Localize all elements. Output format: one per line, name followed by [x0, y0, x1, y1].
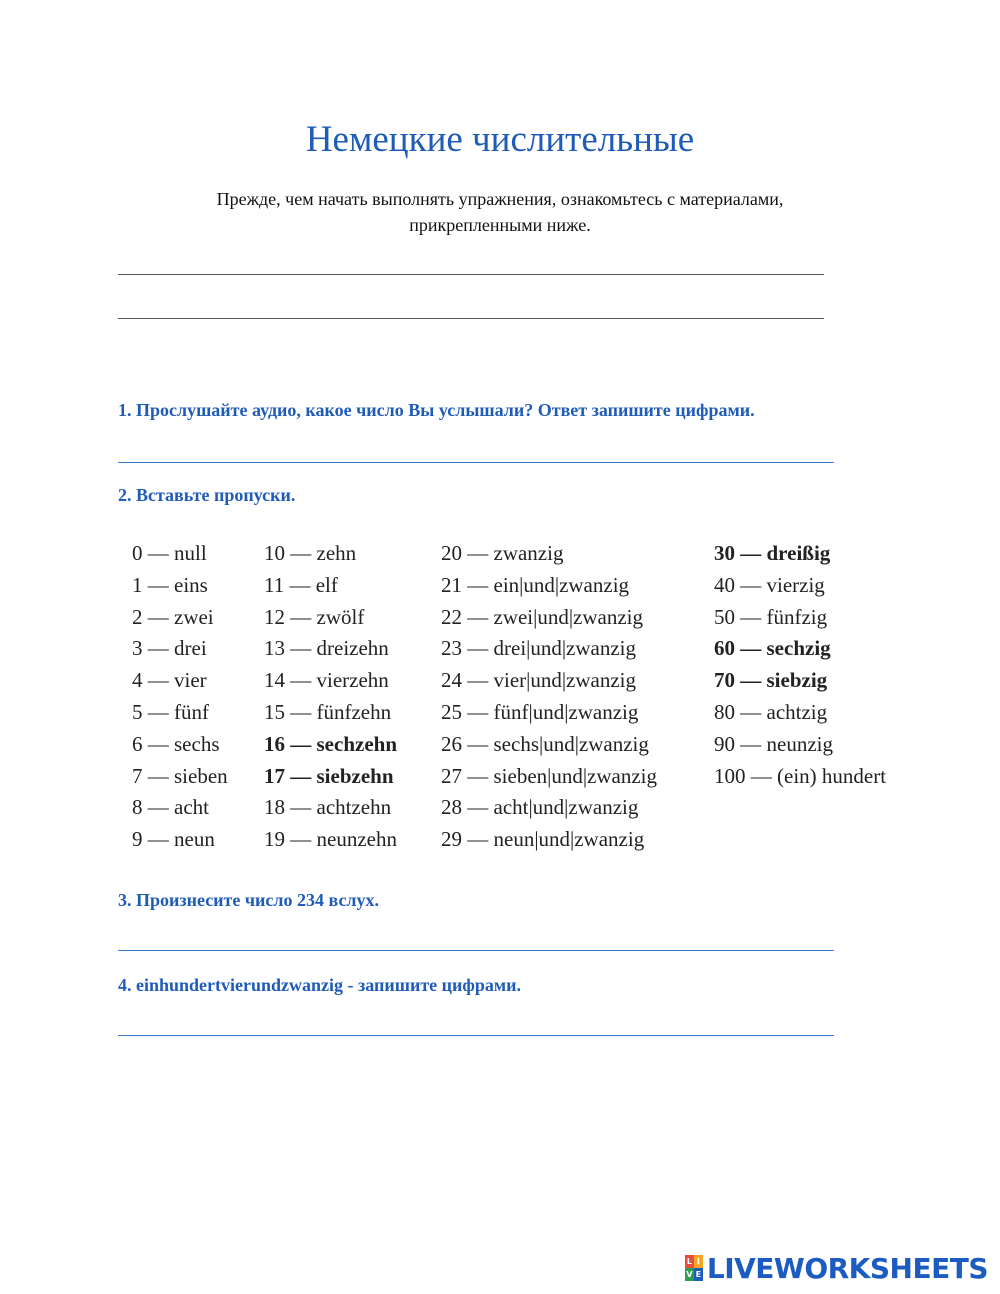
number-word-row: 28 — acht|und|zwanzig [441, 795, 639, 820]
number-word-row: 0 — null [132, 541, 207, 565]
brand-name: LIVEWORKSHEETS [706, 1251, 988, 1285]
number-word-row: 7 — sieben [132, 763, 228, 788]
numbers-column-tens [714, 538, 886, 792]
number-word-row: 13 — dreizehn [264, 636, 389, 661]
numbers-column-0-9 [132, 538, 228, 856]
number-word-row: 26 — sechs|und|zwanzig [441, 731, 649, 756]
liveworksheets-badge-icon [685, 1255, 703, 1281]
number-word-row: 50 — fünfzig [714, 604, 828, 629]
number-word-row: 17 — siebzehn [264, 763, 394, 788]
number-word-row: 2 — zwei [132, 604, 214, 629]
task-3-heading: 3. Произнесите число 234 вслух. [118, 890, 380, 910]
number-word-row: 8 — acht [132, 795, 209, 820]
liveworksheets-logo [685, 1252, 988, 1284]
number-word-row: 5 — fünf [132, 699, 209, 724]
number-word-row: 60 — sechzig [714, 636, 831, 661]
number-word-row: 6 — sechs [132, 731, 220, 756]
task-1-answer-line[interactable] [118, 462, 834, 463]
number-word-row: 30 — dreißig [714, 541, 831, 565]
task-2-heading: 2. Вставьте пропуски. [118, 485, 296, 505]
task-4-heading: 4. einhundertvierundzwanzig - запишите цифрами. [118, 975, 521, 995]
number-word-row: 15 — fünfzehn [264, 699, 392, 724]
badge-letter: V [686, 1270, 693, 1279]
number-word-row: 19 — neunzehn [264, 827, 397, 852]
number-word-row: 100 — (ein) hundert [714, 763, 887, 788]
page-title: Немецкие числительные [305, 119, 695, 160]
badge-letter: E [695, 1270, 702, 1279]
number-word-row: 40 — vierzig [714, 572, 825, 597]
badge-letter: I [694, 1255, 703, 1268]
number-word-row: 21 — ein|und|zwanzig [441, 572, 630, 597]
numbers-column-20-29 [441, 538, 657, 856]
intro-text: Прежде, чем начать выполнять упражнения, ознакомьтесь с материалами, прикрепленными ниже. [216, 189, 784, 235]
numbers-column-10-19 [264, 538, 397, 856]
number-word-row: 22 — zwei|und|zwanzig [441, 604, 644, 629]
number-word-row: 16 — sechzehn [264, 731, 397, 756]
number-word-row: 20 — zwanzig [441, 541, 564, 565]
task-4-answer-line[interactable] [118, 1035, 834, 1036]
number-word-row: 11 — elf [264, 572, 338, 597]
number-word-row: 3 — drei [132, 636, 207, 661]
number-word-row: 24 — vier|und|zwanzig [441, 668, 637, 693]
class-line [118, 318, 824, 319]
number-word-row: 4 — vier [132, 668, 207, 693]
name-line [118, 274, 824, 275]
number-word-row: 80 — achtzig [714, 699, 828, 724]
number-word-row: 10 — zehn [264, 541, 357, 565]
task-3-answer-line[interactable] [118, 950, 834, 951]
number-word-row: 70 — siebzig [714, 668, 828, 693]
number-word-row: 90 — neunzig [714, 731, 833, 756]
number-word-row: 18 — achtzehn [264, 795, 392, 820]
number-word-row: 27 — sieben|und|zwanzig [441, 763, 658, 788]
badge-letter: L [686, 1257, 692, 1266]
number-word-row: 12 — zwölf [264, 604, 365, 629]
number-word-row: 23 — drei|und|zwanzig [441, 636, 637, 661]
number-word-row: 25 — fünf|und|zwanzig [441, 699, 639, 724]
number-word-row: 14 — vierzehn [264, 668, 389, 693]
number-word-row: 29 — neun|und|zwanzig [441, 827, 645, 852]
number-word-row: 9 — neun [132, 827, 215, 852]
number-word-row: 1 — eins [132, 572, 208, 597]
task-1-heading: 1. Прослушайте аудио, какое число Вы услышали? Ответ запишите цифрами. [118, 400, 755, 420]
